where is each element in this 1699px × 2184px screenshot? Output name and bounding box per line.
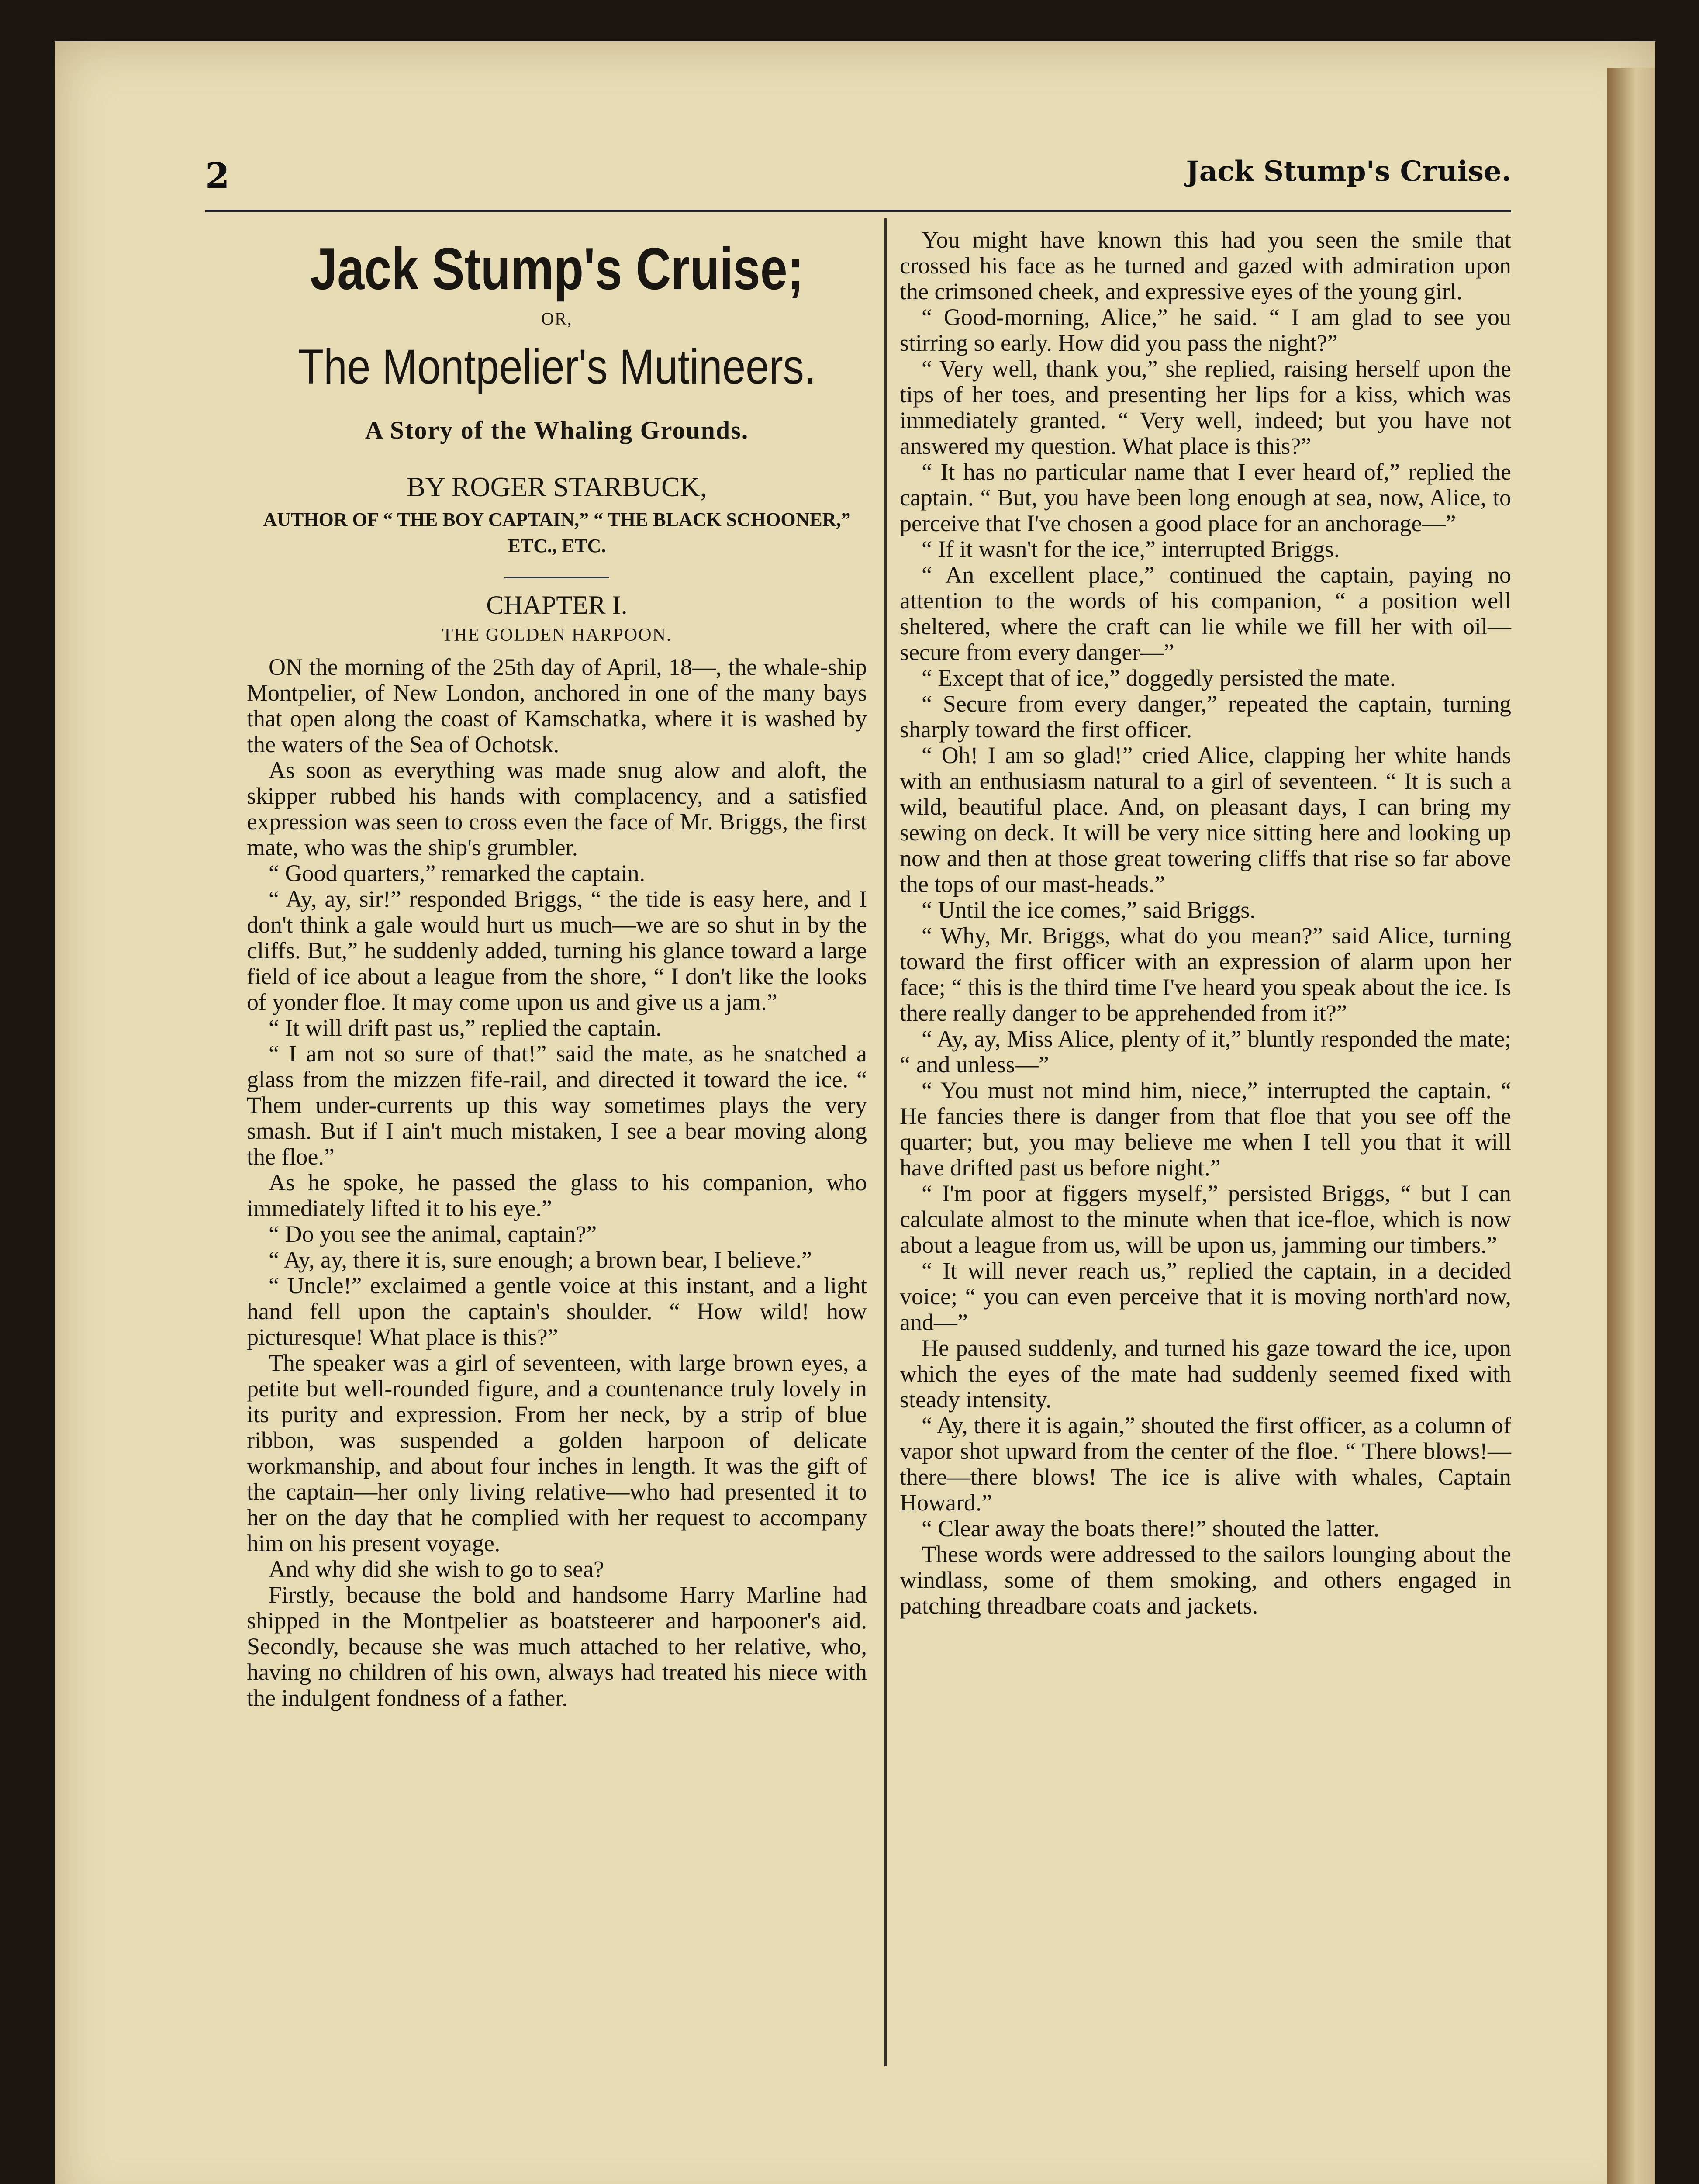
paragraph: “ It will drift past us,” replied the captain.: [269, 1015, 662, 1041]
story-tagline: A Story of the Whaling Grounds.: [365, 416, 749, 444]
paragraph: “ It has no particular name that I ever heard of,” replied the captain. “ But, you have been long enough at sea, now, Alice, to perceive that I've chosen a good place for an anchorage—”: [900, 459, 1511, 536]
paragraph: “ Very well, thank you,” she replied, raising herself upon the tips of her toes, and presenting her lips for a kiss, which was immediately granted. “ Very well, indeed; but you have not answered my question. What place is this?”: [900, 356, 1511, 459]
title-or: OR,: [541, 309, 573, 328]
paragraph: And why did she wish to go to sea?: [269, 1556, 604, 1582]
chapter-title: THE GOLDEN HARPOON.: [442, 625, 672, 645]
paragraph: “ Ay, ay, Miss Alice, plenty of it,” bluntly responded the mate; “ and unless—”: [900, 1026, 1511, 1078]
header-rule: [205, 210, 1511, 212]
paragraph: “ An excellent place,” continued the captain, paying no attention to the words of his companion, “ a position well sheltered, where the craft can lie while we fill her with oil—secure from every danger—”: [900, 562, 1511, 665]
paragraph: As soon as everything was made snug alow and aloft, the skipper rubbed his hands with complacency, and a satisfied expression was seen to cross even the face of Mr. Briggs, the first mate, who was the ship's grumbler.: [247, 757, 867, 860]
paragraph: These words were addressed to the sailors lounging about the windlass, some of them smoking, and others engaged in patching threadbare coats and jackets.: [900, 1541, 1511, 1619]
paragraph: “ Uncle!” exclaimed a gentle voice at this instant, and a light hand fell upon the captain's shoulder. “ How wild! how picturesque! What place is this?”: [247, 1272, 867, 1350]
story-title: Jack Stump's Cruise;: [310, 235, 804, 302]
paragraph: “ Clear away the boats there!” shouted the latter.: [922, 1515, 1380, 1541]
paragraph: “ Why, Mr. Briggs, what do you mean?” said Alice, turning toward the first officer with an expression of alarm upon her face; “ this is the third time I've heard you speak about the ice. Is there really danger to be apprehended from it?”: [900, 923, 1511, 1026]
paragraph: “ Until the ice comes,” said Briggs.: [922, 897, 1256, 923]
page-number: 2: [205, 155, 230, 196]
paragraph: ON the morning of the 25th day of April, 18—, the whale-ship Montpelier, of New London, anchored in one of the many bays that open along the coast of Kamschatka, where it is washed by the waters of the Sea of Ochotsk.: [247, 654, 867, 757]
column-divider: [884, 218, 887, 2066]
paragraph: “ Ay, there it is again,” shouted the first officer, as a column of vapor shot upward from the center of the floe. “ There blows!—there—there blows! The ice is alive with whales, Captain Howard.”: [900, 1412, 1511, 1516]
paragraph: “ It will never reach us,” replied the captain, in a decided voice; “ you can even perceive that it is moving north'ard now, and—”: [900, 1258, 1511, 1335]
left-column: [247, 227, 867, 1711]
page-header: [205, 155, 1511, 203]
story-subtitle: The Montpelier's Mutineers.: [298, 339, 816, 394]
paragraph: “ Secure from every danger,” repeated the captain, turning sharply toward the first officer.: [900, 691, 1511, 743]
right-column: [900, 227, 1511, 1619]
next-page-edge: [1607, 68, 1655, 2184]
paragraph: “ Do you see the animal, captain?”: [269, 1221, 597, 1247]
section-rule: [504, 577, 609, 578]
paragraph: “ Oh! I am so glad!” cried Alice, clapping her white hands with an enthusiasm natural to a girl of seventeen. “ It is such a wild, beautiful place. And, on pleasant days, I can bring my sewing on deck. It will be very nice sitting here and looking up now and then at those great towering cliffs that rise so far above the tops of our mast-heads.”: [900, 742, 1511, 897]
paragraph: As he spoke, he passed the glass to his companion, who immediately lifted it to his eye.”: [247, 1169, 867, 1221]
paragraph: “ Ay, ay, sir!” responded Briggs, “ the tide is easy here, and I don't think a gale would hurt us much—we are so shut in by the cliffs. But,” he suddenly added, turning his glance toward a large field of ice about a league from the shore, “ I don't like the looks of yonder floe. It may come upon us and give us a jam.”: [247, 886, 867, 1015]
paragraph: “ Good-morning, Alice,” he said. “ I am glad to see you stirring so early. How did you pass the night?”: [900, 304, 1511, 356]
chapter-heading: CHAPTER I.: [486, 591, 628, 619]
paragraph: You might have known this had you seen the smile that crossed his face as he turned and gazed with admiration upon the crimsoned cheek, and expressive eyes of the young girl.: [900, 227, 1511, 304]
byline: BY ROGER STARBUCK,: [407, 471, 707, 502]
running-title: Jack Stump's Cruise.: [1186, 155, 1511, 188]
author-credits: AUTHOR OF “ THE BOY CAPTAIN,” “ THE BLACK SCHOONER,” ETC., ETC.: [263, 509, 851, 556]
paragraph: “ If it wasn't for the ice,” interrupted Briggs.: [922, 536, 1340, 562]
paragraph: “ You must not mind him, niece,” interrupted the captain. “ He fancies there is danger from that floe that you see off the quarter; but, you may believe me when I tell you that it will have drifted past us before night.”: [900, 1077, 1511, 1181]
paragraph: The speaker was a girl of seventeen, with large brown eyes, a petite but well-rounded figure, and a countenance truly lovely in its purity and expression. From her neck, by a strip of blue ribbon, was suspended a golden harpoon of delicate workmanship, and about four inches in length. It was the gift of the captain—her only living relative—who had presented it to her on the day that he complied with her request to accompany him on his present voyage.: [247, 1350, 867, 1556]
paragraph: “ I am not so sure of that!” said the mate, as he snatched a glass from the mizzen fife-rail, and directed it toward the ice. “ Them under-currents up this way sometimes plays the very smash. But if I ain't much mistaken, I see a bear moving along the floe.”: [247, 1040, 867, 1170]
paragraph: “ Except that of ice,” doggedly persisted the mate.: [922, 665, 1396, 691]
paragraph: “ Good quarters,” remarked the captain.: [269, 860, 646, 886]
paragraph: Firstly, because the bold and handsome Harry Marline had shipped in the Montpelier as boatsteerer and harpooner's aid. Secondly, because she was much attached to her relative, who, having no children of his own, always had treated his niece with the indulgent fondness of a father.: [247, 1582, 867, 1711]
paragraph: “ I'm poor at figgers myself,” persisted Briggs, “ but I can calculate almost to the minute when that ice-floe, which is now about a league from us, will be upon us, jamming our timbers.”: [900, 1180, 1511, 1258]
paragraph: “ Ay, ay, there it is, sure enough; a brown bear, I believe.”: [269, 1247, 812, 1273]
paragraph: He paused suddenly, and turned his gaze toward the ice, upon which the eyes of the mate had suddenly seemed fixed with steady intensity.: [900, 1335, 1511, 1413]
